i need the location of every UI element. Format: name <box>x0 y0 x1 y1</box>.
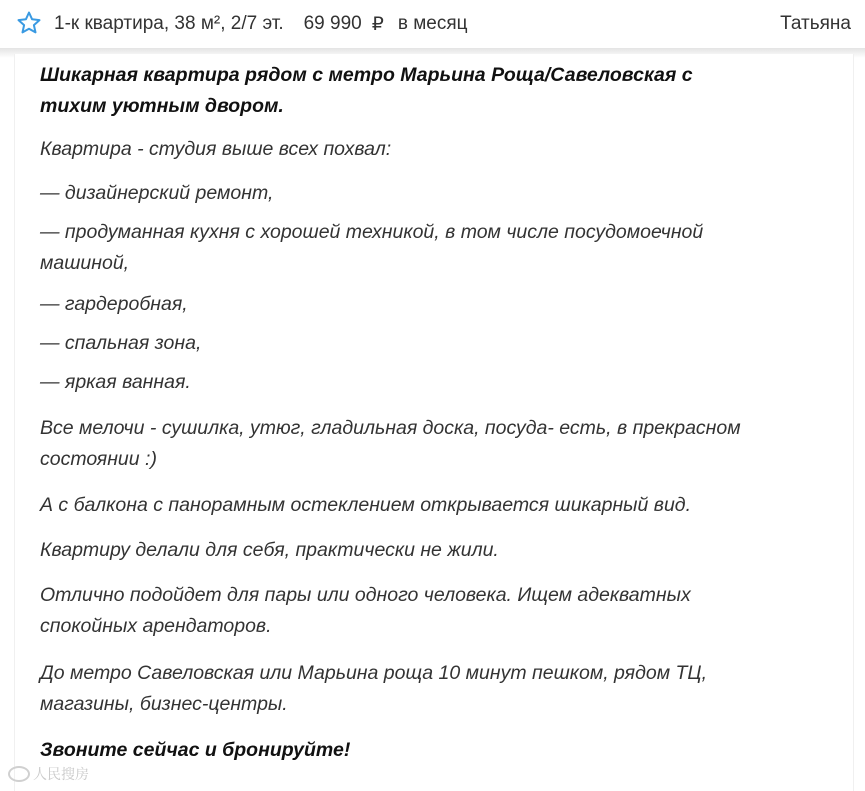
author-name[interactable]: Татьяна <box>780 13 851 34</box>
listing-title[interactable]: 1-к квартира, 38 м², 2/7 эт. <box>54 13 284 34</box>
audience-line: Отлично подойдет для пары или одного человека. Ищем адекватных <box>40 584 691 606</box>
location-line: До метро Савеловская или Марьина роща 10 минут пешком, рядом ТЦ, <box>40 662 707 684</box>
headline-line: тихим уютным двором. <box>40 95 284 117</box>
description-location <box>40 658 830 720</box>
listing-price: 69 990 <box>303 13 362 34</box>
description-headline <box>40 60 830 122</box>
favorite-star-icon[interactable] <box>16 10 42 36</box>
price-period: в месяц <box>397 13 468 34</box>
description-audience <box>40 580 830 642</box>
listing-description <box>40 60 830 766</box>
watermark-text: 人民搜房 <box>33 766 89 782</box>
feature-line: машиной, <box>40 252 130 274</box>
listing-header <box>0 0 865 48</box>
headline-line: Шикарная квартира рядом с метро Марьина Роща/Савеловская с <box>40 64 693 86</box>
currency-symbol: ₽ <box>371 13 384 35</box>
feature-item: — спальная зона, <box>40 332 202 354</box>
audience-line: спокойных арендаторов. <box>40 615 272 637</box>
description-details <box>40 413 830 475</box>
listing-summary <box>54 0 468 48</box>
watermark <box>8 764 89 784</box>
feature-item <box>40 217 830 279</box>
description-cta: Звоните сейчас и бронируйте! <box>40 739 351 761</box>
description-balcony: А с балкона с панорамным остеклением открывается шикарный вид. <box>40 494 692 516</box>
feature-item: — дизайнерский ремонт, <box>40 182 274 204</box>
feature-item: — гардеробная, <box>40 293 188 315</box>
details-line: Все мелочи - сушилка, утюг, гладильная доска, посуда- есть, в прекрасном <box>40 417 741 439</box>
feature-item: — яркая ванная. <box>40 371 191 393</box>
description-history: Квартиру делали для себя, практически не жили. <box>40 539 499 561</box>
description-intro: Квартира - студия выше всех похвал: <box>40 138 392 160</box>
feature-line: — продуманная кухня с хорошей техникой, в том числе посудомоечной <box>40 221 704 243</box>
details-line: состоянии :) <box>40 448 157 470</box>
watermark-logo-icon <box>8 766 30 782</box>
location-line: магазины, бизнес-центры. <box>40 693 288 715</box>
